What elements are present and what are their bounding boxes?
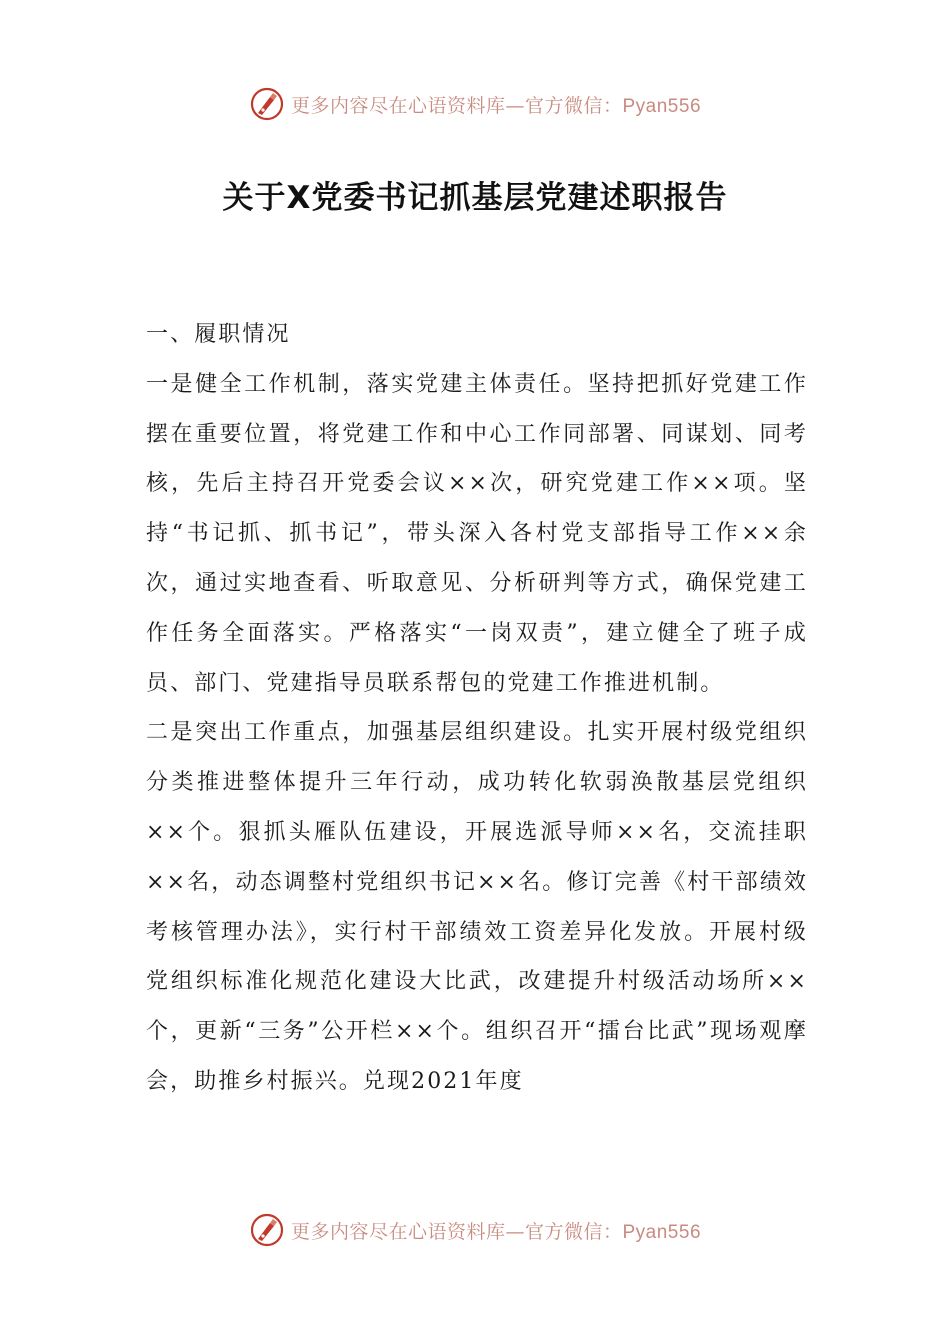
pen-nib-circle-icon: [249, 1212, 285, 1248]
watermark-contact: Pyan556: [622, 1221, 702, 1243]
body-paragraph: 一是健全工作机制，落实党建主体责任。坚持把抓好党建工作摆在重要位置，将党建工作和中心工作同部署、同谋划、同考核，先后主持召开党委会议××次，研究党建工作××项。坚持“书记抓、抓书记”，带头深入各村党支部指导工作××余次，通过实地查看、听取意见、分析研判等方式，确保党建工作任务全面落实。严格落实“一岗双责”，建立健全了班子成员、部门、党建指导员联系帮包的党建工作推进机制。: [146, 371, 808, 696]
section-heading: 一、履职情况: [146, 322, 291, 347]
watermark-text: 更多内容尽在心语资料库—官方微信：Pyan556: [290, 1220, 702, 1243]
header-watermark: [0, 84, 950, 124]
watermark-text: 更多内容尽在心语资料库—官方微信：Pyan556: [290, 94, 702, 117]
document-title: 关于X党委书记抓基层党建述职报告: [222, 180, 728, 216]
pen-nib-circle-icon: [249, 86, 285, 122]
body-paragraph: 二是突出工作重点，加强基层组织建设。扎实开展村级党组织分类推进整体提升三年行动，成功转化软弱涣散基层党组织××个。狠抓头雁队伍建设，开展选派导师××名，交流挂职××名，动态调整村党组织书记××名。修订完善《村干部绩效考核管理办法》，实行村干部绩效工资差异化发放。开展村级党组织标准化规范化建设大比武，改建提升村级活动场所××个，更新“三务”公开栏××个。组织召开“擂台比武”现场观摩会，助推乡村振兴。兑现2021年度: [146, 720, 808, 1094]
watermark-contact: Pyan556: [622, 95, 702, 117]
footer-watermark: [0, 1210, 950, 1250]
document-body: [146, 310, 808, 1107]
